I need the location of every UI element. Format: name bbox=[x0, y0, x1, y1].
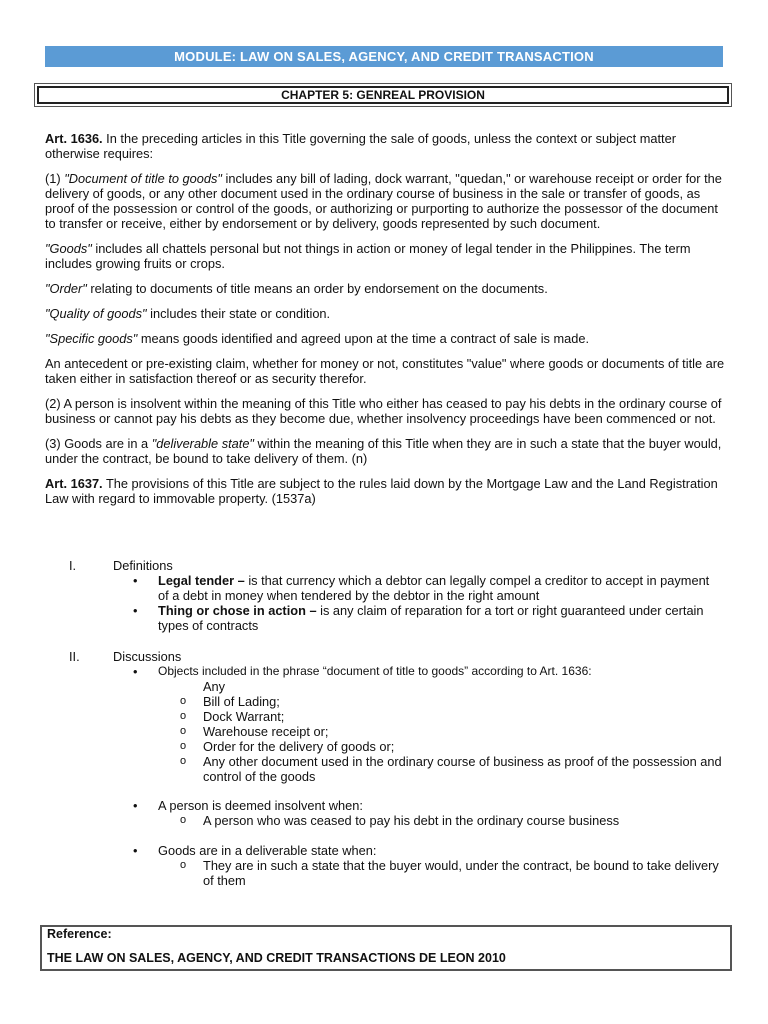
list-item: Legal tender – is that currency which a debtor can legally compel a creditor to accept in payment of a debt in money when tendered by the debtor in the right amount bbox=[158, 573, 710, 603]
bullet-icon: • bbox=[133, 664, 138, 679]
art1637: Art. 1637. The provisions of this Title are subject to the rules laid down by the Mortgage Law and the Land Registration Law with regard to immovable property. (1537a) bbox=[45, 476, 718, 506]
sub-bullet-icon: o bbox=[180, 740, 187, 752]
list-item: Thing or chose in action – is any claim of reparation for a tort or right guaranteed under certain types of contracts bbox=[158, 603, 704, 633]
reference-label: Reference: bbox=[47, 927, 112, 941]
section-numeral: II. bbox=[69, 649, 80, 664]
sub-list-item: Warehouse receipt or; bbox=[203, 724, 329, 739]
sub-bullet-icon: o bbox=[180, 859, 187, 871]
sub-bullet-icon: o bbox=[180, 695, 187, 707]
reference-title: THE LAW ON SALES, AGENCY, AND CREDIT TRANSACTIONS DE LEON 2010 bbox=[47, 951, 506, 965]
sub-list-item: They are in such a state that the buyer would, under the contract, be bound to take delivery of them bbox=[203, 858, 719, 888]
sub-bullet-icon: o bbox=[180, 814, 187, 826]
reference-box bbox=[40, 925, 732, 971]
chapter-title-box bbox=[34, 83, 732, 107]
art1636-definition-specific-goods: "Specific goods" means goods identified and agreed upon at the time a contract of sale is made. bbox=[45, 331, 590, 346]
sub-bullet-icon: o bbox=[180, 755, 187, 767]
sub-list-item: Any other document used in the ordinary course of business as proof of the possession and control of the goods bbox=[203, 754, 722, 784]
list-item: Objects included in the phrase “document of title to goods” according to Art. 1636: bbox=[158, 664, 592, 678]
art1636-definition-document-of-title: (1) "Document of title to goods" includes any bill of lading, dock warrant, "quedan," or warehouse receipt or order for the delivery of goods, or any other document used in the ordinary course of business in the sale or transfer of goods, as proof of the possession or control of the goods, or authorizing or purporting to authorize the possessor of the document to transfer or receive, either by endorsement or by delivery, goods represented by such document. bbox=[45, 171, 722, 231]
sub-list-item: Any bbox=[203, 679, 226, 694]
bullet-icon: • bbox=[133, 573, 138, 588]
sub-list-item: Order for the delivery of goods or; bbox=[203, 739, 395, 754]
art1636-definition-goods: "Goods" includes all chattels personal but not things in action or money of legal tender in the Philippines. The term includes growing fruits or crops. bbox=[45, 241, 691, 271]
art1636-definition-order: "Order" relating to documents of title means an order by endorsement on the documents. bbox=[45, 281, 548, 296]
art1636-insolvent: (2) A person is insolvent within the meaning of this Title who either has ceased to pay his debts in the ordinary course of business or cannot pay his debts as they become due, whether insolvency proceedings have been commenced or not. bbox=[45, 396, 722, 426]
sub-bullet-icon: o bbox=[180, 725, 187, 737]
chapter-title: CHAPTER 5: GENREAL PROVISION bbox=[37, 86, 729, 104]
art1636-deliverable-state: (3) Goods are in a "deliverable state" within the meaning of this Title when they are in such a state that the buyer would, under the contract, be bound to take delivery of them. (n) bbox=[45, 436, 722, 466]
section-numeral: I. bbox=[69, 558, 77, 573]
art1636-antecedent: An antecedent or pre-existing claim, whether for money or not, constitutes "value" where goods or documents of title are taken either in satisfaction thereof or as security therefor. bbox=[45, 356, 725, 386]
sub-list-item: Dock Warrant; bbox=[203, 709, 285, 724]
art1636-intro: Art. 1636. In the preceding articles in this Title governing the sale of goods, unless the context or subject matter otherwise requires: bbox=[45, 131, 676, 161]
sub-list-item: Bill of Lading; bbox=[203, 694, 280, 709]
bullet-icon: • bbox=[133, 843, 138, 858]
sub-bullet-icon: o bbox=[180, 710, 187, 722]
module-title: MODULE: LAW ON SALES, AGENCY, AND CREDIT TRANSACTION bbox=[174, 49, 594, 64]
list-item: A person is deemed insolvent when: bbox=[158, 798, 363, 813]
section-title: Definitions bbox=[113, 558, 173, 573]
section-title: Discussions bbox=[113, 649, 182, 664]
bullet-icon: • bbox=[133, 603, 138, 618]
art1636-definition-quality: "Quality of goods" includes their state or condition. bbox=[45, 306, 331, 321]
module-title-bar bbox=[45, 46, 723, 67]
article-body bbox=[45, 131, 725, 516]
bullet-icon: • bbox=[133, 798, 138, 813]
sub-list-item: A person who was ceased to pay his debt in the ordinary course business bbox=[203, 813, 620, 828]
list-item: Goods are in a deliverable state when: bbox=[158, 843, 377, 858]
